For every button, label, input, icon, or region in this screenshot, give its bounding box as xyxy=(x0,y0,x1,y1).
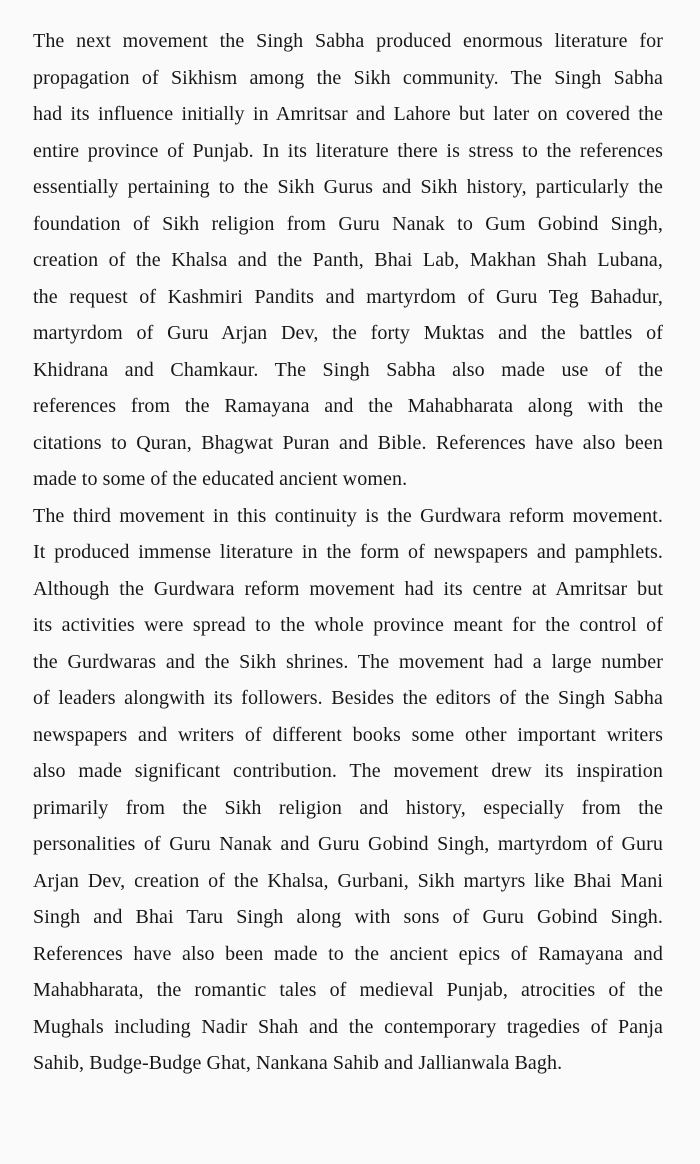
text-line: had its influence initially in Amritsar and Lahore but later on covered the xyxy=(33,103,663,125)
text-line: made to some of the educated ancient women. xyxy=(33,468,408,490)
text-line: It produced immense literature in the form of newspapers and pamphlets. xyxy=(33,541,663,563)
text-line: The next movement the Singh Sabha produced enormous literature for xyxy=(33,30,663,52)
text-line: references from the Ramayana and the Mahabharata along with the xyxy=(33,395,663,417)
text-line: Mughals including Nadir Shah and the contemporary tragedies of Panja xyxy=(33,1015,663,1038)
text-line: of leaders alongwith its followers. Besides the editors of the Singh Sabha xyxy=(33,687,663,709)
text-line: Khidrana and Chamkaur. The Singh Sabha also made use of the xyxy=(33,358,663,381)
text-line: personalities of Guru Nanak and Guru Gobind Singh, martyrdom of Guru xyxy=(33,833,663,855)
text-line: martyrdom of Guru Arjan Dev, the forty Muktas and the battles of xyxy=(33,322,663,344)
text-line: References have also been made to the ancient epics of Ramayana and xyxy=(33,942,663,965)
paragraph-singh-sabha xyxy=(33,23,663,498)
text-line: foundation of Sikh religion from Guru Nanak to Gum Gobind Singh, xyxy=(33,212,663,235)
paragraph-gurdwara-reform xyxy=(33,498,663,1082)
text-line: essentially pertaining to the Sikh Gurus and Sikh history, particularly the xyxy=(33,176,663,198)
text-line: its activities were spread to the whole province meant for the control of xyxy=(33,614,663,636)
text-line: primarily from the Sikh religion and history, especially from the xyxy=(33,796,663,819)
text-line: propagation of Sikhism among the Sikh community. The Singh Sabha xyxy=(33,66,663,89)
text-line: Although the Gurdwara reform movement had its centre at Amritsar but xyxy=(33,577,663,600)
text-line: citations to Quran, Bhagwat Puran and Bible. References have also been xyxy=(33,431,663,454)
text-line: Mahabharata, the romantic tales of medieval Punjab, atrocities of the xyxy=(33,979,663,1001)
text-line: Singh and Bhai Taru Singh along with sons of Guru Gobind Singh. xyxy=(33,906,663,928)
text-line: the request of Kashmiri Pandits and martyrdom of Guru Teg Bahadur, xyxy=(33,285,663,308)
text-line: The third movement in this continuity is the Gurdwara reform movement. xyxy=(33,504,663,527)
text-line: newspapers and writers of different books some other important writers xyxy=(33,723,663,746)
text-line: entire province of Punjab. In its literature there is stress to the references xyxy=(33,139,663,162)
text-line: Arjan Dev, creation of the Khalsa, Gurbani, Sikh martyrs like Bhai Mani xyxy=(33,869,663,892)
text-line: the Gurdwaras and the Sikh shrines. The movement had a large number xyxy=(33,650,663,673)
text-line: creation of the Khalsa and the Panth, Bhai Lab, Makhan Shah Lubana, xyxy=(33,249,663,271)
text-line: Sahib, Budge-Budge Ghat, Nankana Sahib and Jallianwala Bagh. xyxy=(33,1052,563,1074)
text-line: also made significant contribution. The movement drew its inspiration xyxy=(33,760,663,782)
